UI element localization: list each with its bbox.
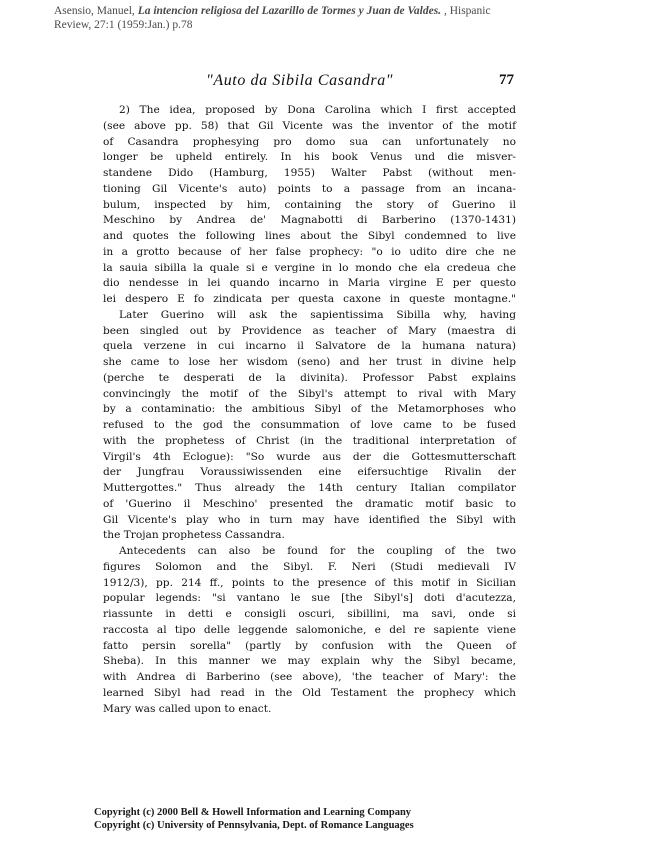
citation-line-2: Review, 27:1 (1959:Jan.) p.78 bbox=[54, 18, 193, 31]
text-line: by a contaminatio: the ambitious Sibyl of the Metamorphoses who bbox=[103, 403, 516, 416]
text-line: and quotes the following lines about the Sibyl condemned to live bbox=[103, 230, 516, 242]
text-line: with Andrea di Barberino (see above), 'the teacher of Mary': the bbox=[103, 671, 516, 683]
running-head bbox=[104, 72, 514, 94]
text-line: with the prophetess of Christ (in the traditional interpretation of bbox=[103, 434, 516, 447]
text-line: Antecedents can also be found for the coupling of the two bbox=[119, 545, 516, 557]
citation-header bbox=[54, 5, 614, 32]
copyright-line-1: Copyright (c) 2000 Bell & Howell Information and Learning Company bbox=[94, 807, 412, 818]
text-line: bulum, inspected by him, containing the story of Guerino il bbox=[103, 198, 516, 211]
text-line: Virgil's 4th Eclogue): "So wurde aus der die Gottesmutterschaft bbox=[103, 450, 516, 463]
text-line: dio nendesse in lei quando incarno in Maria virgine E per questo bbox=[103, 277, 516, 290]
text-line: popular legends: "si vantano le sue [the Sibyl's] doti d'acutezza, bbox=[103, 592, 516, 605]
text-line: quela verzene in cui incarno il Salvatore de la humana natura) bbox=[103, 340, 516, 353]
citation-line-1 bbox=[54, 5, 614, 19]
text-line: Mary was called upon to enact. bbox=[103, 702, 272, 715]
citation-author: Asensio, Manuel, bbox=[54, 5, 138, 17]
text-line: in a grotto because of her false prophecy: "o io udito dire che ne bbox=[103, 245, 516, 258]
text-line: of Casandra prophesying pro domo sua can unfortunately no bbox=[103, 135, 516, 148]
text-line: Later Guerino will ask the sapientissima Sibilla why, having bbox=[119, 308, 516, 321]
text-line: convincingly the motif of the Sibyl's attempt to rival with Mary bbox=[103, 387, 516, 400]
text-line: riassunte in detti e consigli oscuri, sibillini, ma savi, onde si bbox=[103, 608, 516, 620]
text-line: der Jungfrau Voraussiwissenden eine eifersuchtige Rivalin der bbox=[103, 466, 516, 479]
text-line: raccosta al tipo delle leggende salomoniche, e del re sapiente viene bbox=[103, 623, 516, 636]
text-line: lei despero E fo zindicata per questa caxone in queste montagne." bbox=[103, 293, 516, 305]
text-line: la sauia sibilla la quale si e vergine in lo mondo che ela credeua che bbox=[103, 261, 516, 274]
copyright-line-2: Copyright (c) University of Pennsylvania, Dept. of Romance Languages bbox=[94, 819, 414, 831]
text-line: Meschino by Andrea de' Magnabotti di Barberino (1370-1431) bbox=[103, 214, 516, 227]
page-number: 77 bbox=[499, 72, 514, 88]
running-title: "Auto da Sibila Casandra" bbox=[206, 72, 394, 89]
text-line: she came to lose her wisdom (seno) and her trust in divine help bbox=[103, 356, 516, 368]
text-line: refused to the god the consummation of love came to be fused bbox=[103, 419, 516, 431]
citation-title: La intencion religiosa del Lazarillo de Tormes y Juan de Valdes. bbox=[137, 5, 442, 17]
text-line: (see above pp. 58) that Gil Vicente was the inventor of the motif bbox=[103, 119, 516, 132]
text-line: standene Dido (Hamburg, 1955) Walter Pabst (without men- bbox=[103, 167, 516, 179]
text-line: been singled out by Providence as teacher of Mary (maestra di bbox=[103, 324, 516, 337]
text-line: (perche te desperati de la divinita). Professor Pabst explains bbox=[103, 371, 516, 384]
body-text bbox=[103, 103, 516, 717]
text-line: fatto persin sorella" (partly by confusion with the Queen of bbox=[103, 639, 516, 652]
text-line: figures Solomon and the Sibyl. F. Neri (Studi medievali IV bbox=[103, 560, 516, 573]
text-line: 1912/3), pp. 214 ff., points to the presence of this motif in Sicilian bbox=[103, 576, 516, 589]
text-line: of 'Guerino il Meschino' presented the dramatic motif basic to bbox=[103, 497, 516, 510]
text-line: Sheba). In this manner we may explain why the Sibyl became, bbox=[103, 655, 516, 668]
text-line: the Trojan prophetess Cassandra. bbox=[103, 529, 285, 542]
text-line: Muttergottes." Thus already the 14th century Italian compilator bbox=[103, 482, 516, 494]
text-line: tioning Gil Vicente's auto) points to a passage from an incana- bbox=[103, 182, 516, 195]
text-line: Gil Vicente's play who in turn may have identified the Sibyl with bbox=[103, 513, 516, 526]
text-line: 2) The idea, proposed by Dona Carolina which I first accepted bbox=[119, 104, 516, 116]
text-line: longer be upheld entirely. In his book Venus und die misver- bbox=[103, 151, 516, 164]
text-line: learned Sibyl had read in the Old Testament the prophecy which bbox=[103, 686, 516, 699]
citation-journal: , Hispanic bbox=[441, 5, 491, 17]
copyright-footer bbox=[94, 807, 554, 832]
